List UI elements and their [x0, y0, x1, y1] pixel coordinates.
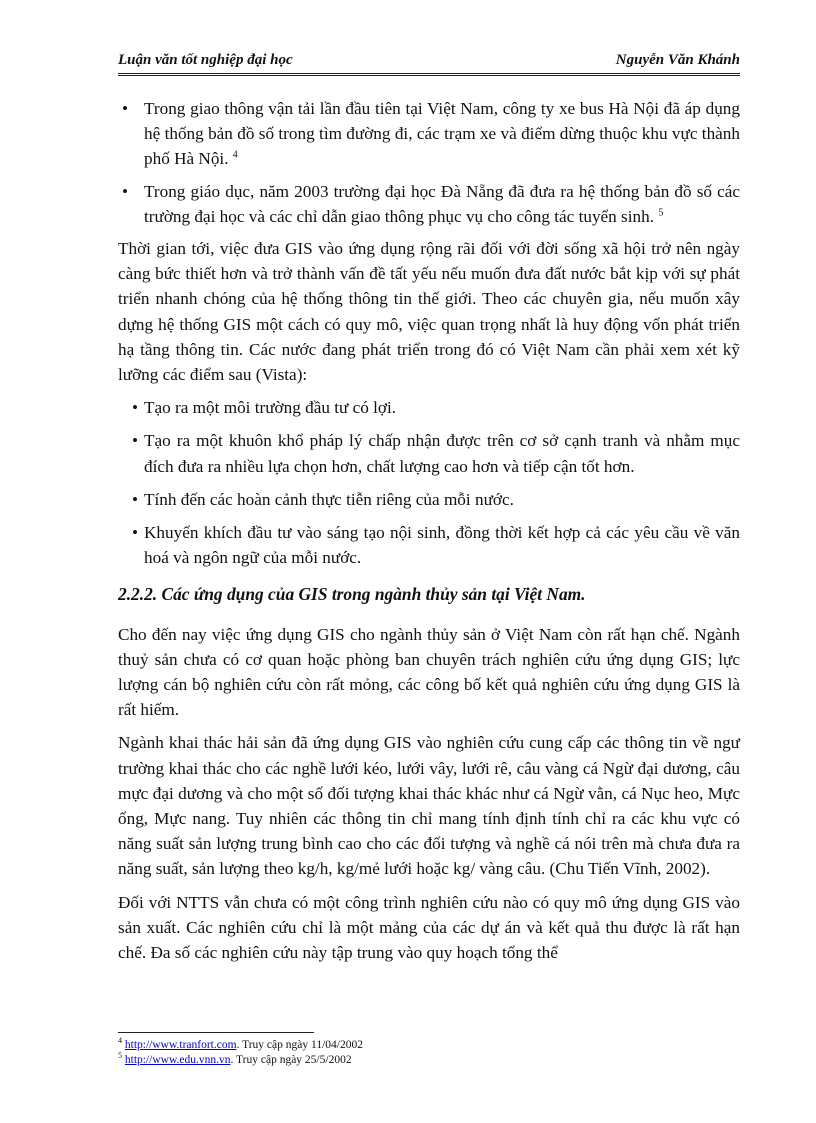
- paragraph: Cho đến nay việc ứng dụng GIS cho ngành thủy sản ở Việt Nam còn rất hạn chế. Ngành thuỷ sản chưa có cơ quan hoặc phòng ban chuyên trách nghiên cứu ứng dụng GIS; lực lượng cán bộ nghiên cứu còn rất mỏng, các công bố kết quả nghiên cứu ứng dụng GIS là rất hiếm.: [118, 624, 740, 720]
- footnote-rule: [118, 1032, 314, 1033]
- list-item: [132, 487, 740, 512]
- paragraph: Ngành khai thác hải sản đã ứng dụng GIS vào nghiên cứu cung cấp các thông tin về ngư trường khai thác cho các nghề lưới kéo, lưới vây, lưới rê, câu vàng cá Ngừ đại dương, câu mực đại dương và cho một số đối tượng khai thác khác như cá Ngừ vằn, cá Nục heo, Mực ống, Mực nang. Tuy nhiên các thông tin chỉ mang tính định tính chỉ ra các khu vực có năng suất sản lượng trung bình cao cho các đối tượng và nghề cá nói trên mà chưa đưa ra năng suất, sản lượng theo kg/h, kg/mẻ lưới hoặc kg/ vàng câu. (Chu Tiến Vĩnh, 2002).: [118, 733, 740, 879]
- footnote-link[interactable]: http://www.tranfort.com: [124, 1039, 237, 1051]
- list-item: [132, 520, 740, 570]
- bullet-icon: •: [122, 181, 129, 201]
- bullet-icon: •: [132, 431, 139, 451]
- list-item: [132, 428, 740, 478]
- footnote-ref[interactable]: 5: [658, 207, 664, 219]
- bullet-icon: •: [132, 398, 139, 418]
- header-author: Nguyễn Văn Khánh: [615, 52, 740, 68]
- footnote-text: . Truy cập ngày 11/04/2002: [236, 1039, 363, 1051]
- bullet-icon: •: [122, 99, 129, 118]
- footnote-text: . Truy cập ngày 25/5/2002: [230, 1054, 352, 1066]
- list-item-text: Trong giáo dục, năm 2003 trường đại học Đà Nẵng đã đưa ra hệ thống bản đồ số các trường đại học và các chỉ dẫn giao thông phục vụ cho công tác tuyển sinh.: [144, 181, 740, 226]
- list-item: [118, 96, 740, 172]
- footnote: [118, 1038, 740, 1053]
- list-item-text: Tính đến các hoàn cảnh thực tiễn riêng của mỗi nước.: [144, 489, 514, 509]
- list-item: [132, 395, 740, 420]
- footnote-link[interactable]: http://www.edu.vnn.vn: [124, 1054, 231, 1066]
- footnotes: [118, 1038, 740, 1068]
- page-header: [118, 48, 740, 74]
- footnote-number: 4: [118, 1036, 122, 1046]
- list-item-text: Khuyến khích đầu tư vào sáng tạo nội sinh, đồng thời kết hợp cả các yêu cầu về văn hoá và ngôn ngữ của mỗi nước.: [144, 523, 740, 568]
- paragraph: Đối với NTTS vẫn chưa có một công trình nghiên cứu nào có quy mô ứng dụng GIS vào sản xuất. Các nghiên cứu chỉ là một mảng của các dự án và kết quả thu được là rất hạn chế. Đa số các nghiên cứu này tập trung vào quy hoạch tổng thể: [118, 892, 740, 963]
- header-thesis-title: Luận văn tốt nghiệp đại học: [118, 52, 293, 68]
- footnote-number: 5: [118, 1051, 122, 1061]
- bullet-icon: •: [132, 523, 139, 543]
- footnote: [118, 1053, 740, 1068]
- footnote-ref[interactable]: 4: [232, 149, 238, 161]
- document-body: [118, 96, 740, 973]
- paragraph: Thời gian tới, việc đưa GIS vào ứng dụng rộng rãi đối với đời sống xã hội trở nên ngày càng bức thiết hơn và trở thành vấn đề tất yếu nếu muốn đưa đất nước bắt kịp với sự phát triển nhanh chóng của hệ thống thông tin thế giới. Theo các chuyên gia, nếu muốn xây dựng hệ thống GIS một cách có quy mô, việc quan trọng nhất là huy động vốn phát triển hạ tầng thông tin. Các nước đang phát triển trong đó có Việt Nam cần phải xem xét kỹ lưỡng các điểm sau (Vista):: [118, 239, 740, 385]
- list-item-text: Trong giao thông vận tải lần đầu tiên tại Việt Nam, công ty xe bus Hà Nội đã áp dụng hệ thống bản đồ số trong tìm đường đi, các trạm xe và điểm dừng thuộc khu vực thành phố Hà Nội.: [144, 99, 740, 169]
- header-rule: [118, 73, 740, 76]
- list-item-text: Tạo ra một môi trường đầu tư có lợi.: [144, 398, 397, 418]
- list-item-text: Tạo ra một khuôn khổ pháp lý chấp nhận được trên cơ sở cạnh tranh và nhằm mục đích đưa ra nhiều lựa chọn hơn, chất lượng cao hơn và tiếp cận tốt hơn.: [144, 431, 740, 476]
- section-heading: 2.2.2. Các ứng dụng của GIS trong ngành thủy sản tại Việt Nam.: [118, 584, 586, 605]
- list-item: [118, 179, 740, 229]
- bullet-icon: •: [132, 489, 139, 509]
